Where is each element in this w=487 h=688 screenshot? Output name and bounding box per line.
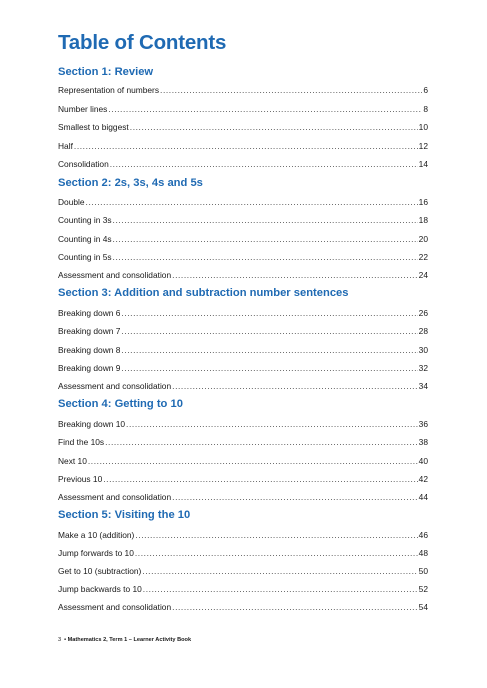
entry-label: Number lines [58,104,108,114]
entry-label: Assessment and consolidation [58,270,172,280]
entry-label: Half [58,141,73,151]
toc-entry [58,455,428,467]
entry-page-number: 28 [418,326,428,336]
section-heading: Section 3: Addition and subtraction number sentences [58,287,349,299]
toc-entry [58,269,428,281]
toc-entry [58,233,428,245]
entry-page-number: 18 [418,215,428,225]
entry-page-number: 24 [418,270,428,280]
toc-entry [58,84,428,96]
entry-label: Counting in 3s [58,215,112,225]
entry-page-number: 52 [418,584,428,594]
entry-label: Jump backwards to 10 [58,584,142,594]
dot-leader [135,529,417,541]
dot-leader [121,307,417,319]
page-footer [58,637,191,643]
toc-entry [58,565,428,577]
entry-label: Make a 10 (addition) [58,530,135,540]
entry-page-number: 32 [418,363,428,373]
page-title: Table of Contents [58,31,227,54]
section-heading: Section 2: 2s, 3s, 4s and 5s [58,177,203,189]
dot-leader [172,491,418,503]
dot-leader [113,233,418,245]
entry-label: Next 10 [58,456,87,466]
dot-leader [74,140,418,152]
entry-page-number: 10 [418,122,428,132]
entry-page-number: 8 [423,104,428,114]
dot-leader [88,455,418,467]
entry-label: Double [58,197,85,207]
toc-entry [58,325,428,337]
toc-entry [58,251,428,263]
dot-leader [135,547,418,559]
dot-leader [126,418,418,430]
entry-page-number: 46 [418,530,428,540]
entry-label: Breaking down 9 [58,363,121,373]
toc-entry [58,583,428,595]
entry-label: Previous 10 [58,474,103,484]
entry-page-number: 6 [423,85,428,95]
entry-label: Get to 10 (subtraction) [58,566,142,576]
entry-page-number: 38 [418,437,428,447]
dot-leader [172,380,418,392]
dot-leader [142,565,417,577]
entry-label: Counting in 5s [58,252,112,262]
dot-leader [121,344,417,356]
entry-label: Smallest to biggest [58,122,129,132]
dot-leader [113,214,418,226]
entry-page-number: 48 [418,548,428,558]
entry-label: Breaking down 7 [58,326,121,336]
footer-page-number: 3 [58,637,62,643]
toc-entry [58,196,428,208]
entry-label: Breaking down 10 [58,419,126,429]
toc-entry [58,362,428,374]
entry-page-number: 34 [418,381,428,391]
footer-text: • Mathematics 2, Term 1 – Learner Activity Book [64,637,192,643]
dot-leader [121,362,417,374]
entry-label: Counting in 4s [58,234,112,244]
dot-leader [110,158,418,170]
toc-entry [58,473,428,485]
dot-leader [172,269,418,281]
entry-label: Representation of numbers [58,85,160,95]
toc-entry [58,547,428,559]
toc-entry [58,491,428,503]
dot-leader [130,121,418,133]
entry-page-number: 16 [418,197,428,207]
section-heading: Section 1: Review [58,66,154,78]
entry-label: Assessment and consolidation [58,381,172,391]
entry-page-number: 36 [418,419,428,429]
entry-page-number: 42 [418,474,428,484]
toc-entry [58,103,428,115]
entry-page-number: 44 [418,492,428,502]
entry-label: Assessment and consolidation [58,602,172,612]
entry-label: Breaking down 8 [58,345,121,355]
entry-page-number: 30 [418,345,428,355]
toc-entry [58,214,428,226]
entry-page-number: 50 [418,566,428,576]
section-heading: Section 4: Getting to 10 [58,398,183,410]
dot-leader [105,436,418,448]
toc-entry [58,380,428,392]
dot-leader [172,601,418,613]
entry-page-number: 22 [418,252,428,262]
dot-leader [113,251,418,263]
entry-page-number: 40 [418,456,428,466]
entry-page-number: 20 [418,234,428,244]
dot-leader [160,84,422,96]
entry-page-number: 26 [418,308,428,318]
entry-label: Consolidation [58,159,109,169]
entry-label: Jump forwards to 10 [58,548,134,558]
dot-leader [108,103,422,115]
entry-label: Assessment and consolidation [58,492,172,502]
entry-page-number: 14 [418,159,428,169]
toc-entry [58,121,428,133]
toc-entry [58,529,428,541]
toc-entry [58,436,428,448]
dot-leader [143,583,418,595]
toc-entry [58,418,428,430]
entry-page-number: 12 [418,141,428,151]
toc-entry [58,601,428,613]
toc-entry [58,307,428,319]
dot-leader [86,196,418,208]
dot-leader [121,325,417,337]
entry-page-number: 54 [418,602,428,612]
entry-label: Breaking down 6 [58,308,121,318]
toc-entry [58,158,428,170]
section-heading: Section 5: Visiting the 10 [58,509,191,521]
entry-label: Find the 10s [58,437,105,447]
toc-entry [58,140,428,152]
toc-entry [58,344,428,356]
dot-leader [103,473,417,485]
